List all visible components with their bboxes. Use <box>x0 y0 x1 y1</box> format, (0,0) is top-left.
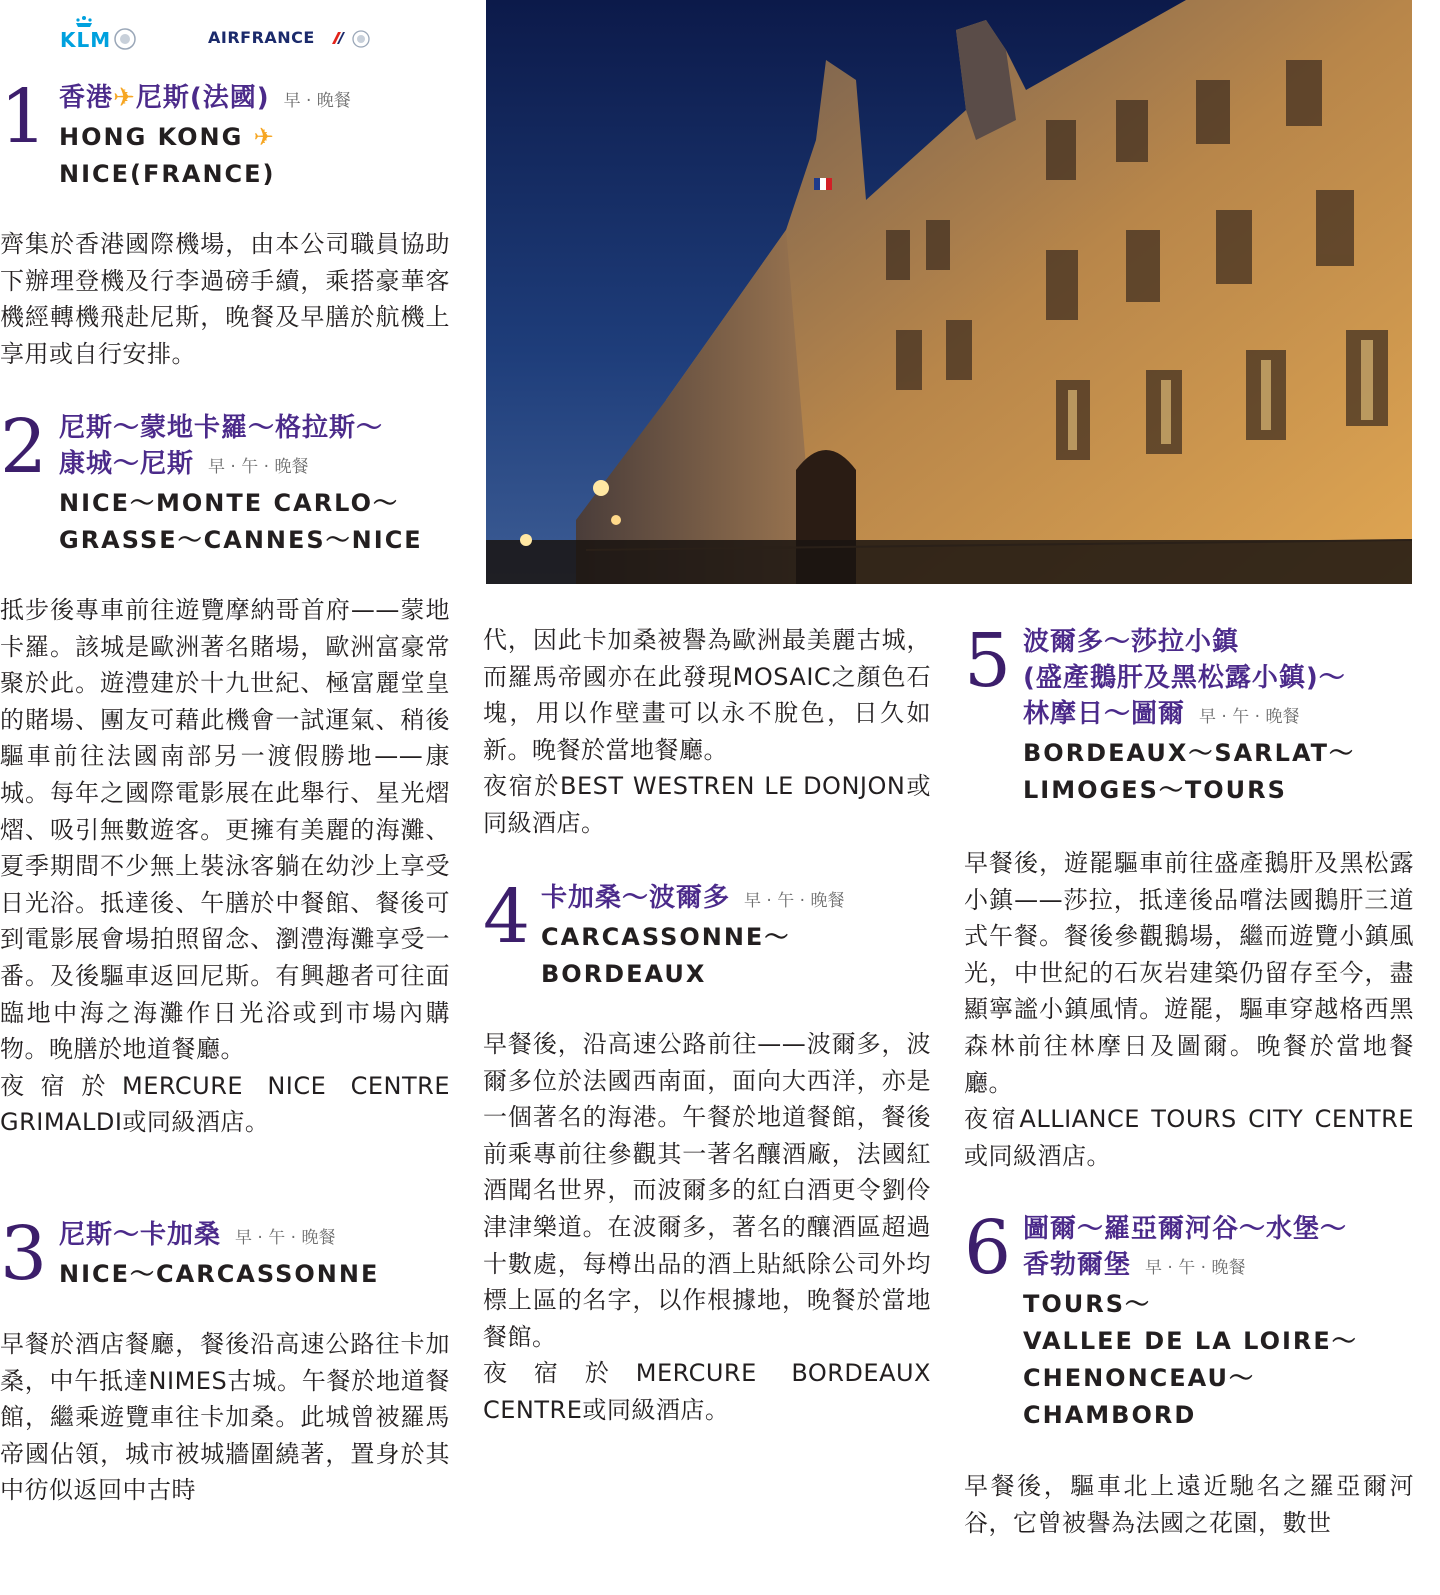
day-description: 早餐於酒店餐廳，餐後沿高速公路往卡加桑，中午抵達NIMES古城。午餐於地道餐館，繼乘遊覽車往卡加桑。此城曾被羅馬帝國佔領，城市被城牆圍繞著，置身於其中彷似返回中古時 <box>0 1330 450 1505</box>
airfrance-wordmark: AIRFRANCE <box>208 28 315 47</box>
day-title-zh: 卡加桑～波爾多 早 · 午 · 晚餐 <box>541 883 845 913</box>
plane-arrow-icon: ✈ <box>113 83 136 113</box>
day-number: 6 <box>964 1205 1012 1291</box>
klm-logo <box>60 16 150 52</box>
meals-label: 早 · 午 · 晚餐 <box>1145 1258 1246 1278</box>
plane-arrow-icon: ✈ <box>253 123 276 151</box>
day-description: 齊集於香港國際機場，由本公司職員協助下辦理登機及行李過磅手續，乘搭豪華客機經轉機飛赴尼斯，晚餐及早膳於航機上享用或自行安排。 <box>0 230 450 368</box>
day-heading <box>59 1217 379 1293</box>
day-description: 早餐後，驅車北上遠近馳名之羅亞爾河谷，它曾被譽為法國之花園，數世 <box>964 1472 1414 1537</box>
day-number: 1 <box>0 74 48 160</box>
day-heading <box>541 880 844 993</box>
day-number: 4 <box>483 874 531 960</box>
meals-label: 早 · 晚餐 <box>283 91 351 111</box>
airfrance-stripe-icon <box>326 31 346 45</box>
day-title-en: TOURS～ VALLEE DE LA LOIRE～ CHENONCEAU～ CHAMBORD <box>1023 1290 1358 1429</box>
day-heading <box>59 410 423 559</box>
day-title-en: BORDEAUX～SARLAT～ LIMOGES～TOURS <box>1023 739 1356 804</box>
day-title-en: HONG KONG ✈ NICE(FRANCE) <box>59 123 276 188</box>
meals-label: 早 · 午 · 晚餐 <box>744 891 845 911</box>
meals-label: 早 · 午 · 晚餐 <box>235 1228 336 1248</box>
skyteam-seal-icon <box>352 30 370 48</box>
day-number: 2 <box>0 404 48 490</box>
day-description: 抵步後專車前往遊覽摩納哥首府——蒙地卡羅。該城是歐洲著名賭場，歐洲富豪常聚於此。遊澧建於十九世紀、極富麗堂皇的賭場、團友可藉此機會一試運氣、稍後驅車前往法國南部另一渡假勝地——康城。每年之國際電影展在此舉行、星光熠熠、吸引無數遊客。更擁有美麗的海灘、夏季期間不少無上裝泳客躺在幼沙上享受日光浴。抵達後、午膳於中餐館、餐後可到電影展會場拍照留念、瀏澧海灘享受一番。及後驅車返回尼斯。有興趣者可往面臨地中海之海灘作日光浴或到市場內購物。晚膳於地道餐廳。 夜宿於MERCURE NICE CENTRE GRIMALDI或同級酒店。 <box>0 596 450 1137</box>
day-heading <box>1023 624 1355 809</box>
day-description: 早餐後，遊罷驅車前往盛產鵝肝及黑松露小鎮——莎拉，抵達後品嚐法國鵝肝三道式午餐。餐後參觀鵝場，繼而遊覽小鎮風光，中世紀的石灰岩建築仍留存至今，盡顯寧謐小鎮風情。遊罷，驅車穿越格西黑森林前往林摩日及圖爾。晚餐於當地餐廳。 夜宿ALLIANCE TOURS CITY CENTRE或同級酒店。 <box>964 849 1414 1170</box>
day-title-en: NICE～CARCASSONNE <box>59 1260 380 1288</box>
klm-wordmark: KLM <box>60 28 112 52</box>
day-title-zh: 圖爾～羅亞爾河谷～水堡～ 香勃爾堡 早 · 午 · 晚餐 <box>1023 1214 1348 1280</box>
hotel-de-ville-photo <box>486 0 1412 584</box>
airline-logos <box>60 14 390 54</box>
day-title-zh: 尼斯～卡加桑 早 · 午 · 晚餐 <box>59 1220 336 1250</box>
day-description-continued: 代，因此卡加桑被譽為歐洲最美麗古城，而羅馬帝國亦在此發現MOSAIC之顏色石塊，用以作壁畫可以永不脫色，日久如新。晚餐於當地餐廳。 夜宿於BEST WESTREN LE DONJON或同級酒店。 <box>483 626 931 837</box>
skyteam-seal-icon <box>114 28 136 50</box>
meals-label: 早 · 午 · 晚餐 <box>208 457 309 477</box>
day-title-zh: 香港✈尼斯(法國) 早 · 晚餐 <box>59 83 351 113</box>
building-night-image <box>486 0 1412 584</box>
klm-crown-icon <box>74 16 94 28</box>
day-title-zh: 波爾多～莎拉小鎮 (盛產鵝肝及黑松露小鎮)～ 林摩日～圖爾 早 · 午 · 晚餐 <box>1023 627 1346 729</box>
day-description: 早餐後，沿高速公路前往——波爾多，波爾多位於法國西南面，面向大西洋，亦是一個著名的海港。午餐於地道餐館，餐後前乘專前往參觀其一著名釀酒廠，法國紅酒聞名世界，而波爾多的紅白酒更令劉伶津津樂道。在波爾多，著名的釀酒區超過十數處，每樽出品的酒上貼紙除公司外均標上區的名字，以作根據地，晚餐於當地餐館。 夜宿於MERCURE BORDEAUX CENTRE或同級酒店。 <box>483 1030 931 1424</box>
day-title-en: NICE～MONTE CARLO～ GRASSE～CANNES～NICE <box>59 489 423 554</box>
day-number: 3 <box>0 1211 48 1297</box>
meals-label: 早 · 午 · 晚餐 <box>1199 707 1300 727</box>
day-number: 5 <box>964 618 1012 704</box>
day-title-zh: 尼斯～蒙地卡羅～格拉斯～ 康城～尼斯 早 · 午 · 晚餐 <box>59 413 384 479</box>
day-heading <box>59 80 351 193</box>
airfrance-logo <box>208 28 388 52</box>
day-heading <box>1023 1211 1358 1434</box>
day-title-en: CARCASSONNE～ BORDEAUX <box>541 923 791 988</box>
